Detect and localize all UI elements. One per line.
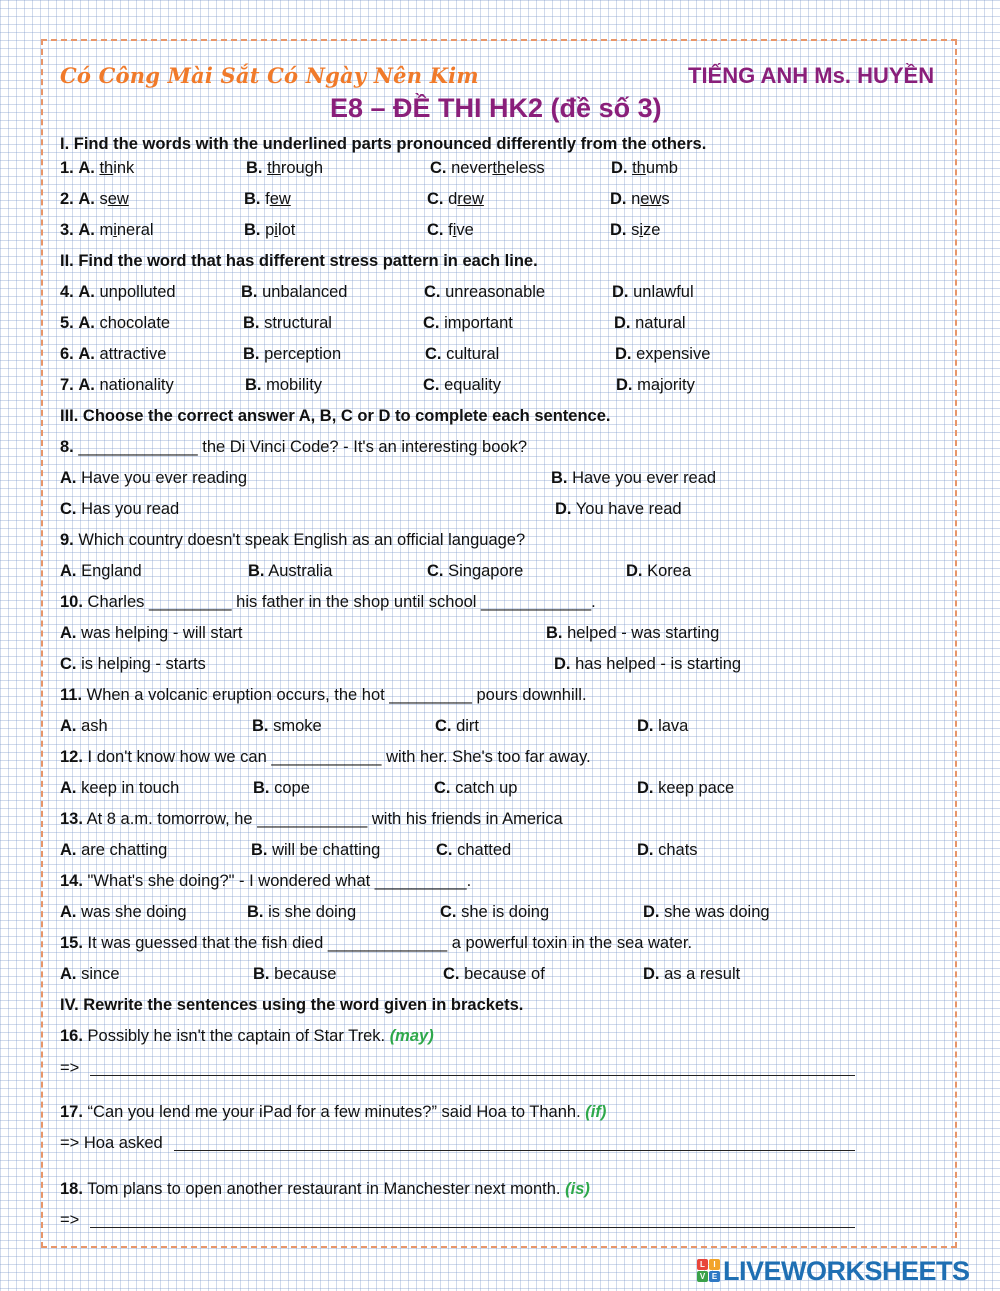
liveworksheets-badge-icon: L I V E xyxy=(697,1259,721,1283)
option-4b[interactable]: B. unbalanced xyxy=(241,283,348,301)
option-14c[interactable]: C. she is doing xyxy=(440,903,550,921)
option-10c[interactable]: C. is helping - starts xyxy=(60,655,206,673)
option-9d[interactable]: D. Korea xyxy=(626,562,692,580)
answer-17-line[interactable] xyxy=(174,1150,855,1151)
hint-may: (may) xyxy=(389,1027,434,1045)
question-17-stem: 17. “Can you lend me your iPad for a few minutes?” said Hoa to Thanh. (if) xyxy=(60,1103,607,1121)
question-2: 2. A. sew xyxy=(60,190,129,208)
option-8d[interactable]: D. You have read xyxy=(555,500,682,518)
option-3d[interactable]: D. size xyxy=(610,221,661,239)
question-12-stem: 12. I don't know how we can ____________ with her. She's too far away. xyxy=(60,748,591,766)
option-13d[interactable]: D. chats xyxy=(637,841,698,859)
option-2d[interactable]: D. news xyxy=(610,190,670,208)
option-11d[interactable]: D. lava xyxy=(637,717,689,735)
page-title: E8 – ĐỀ THI HK2 (đề số 3) xyxy=(330,93,662,123)
page-border xyxy=(41,39,957,1248)
option-1c[interactable]: C. nevertheless xyxy=(430,159,545,177)
option-10a[interactable]: A. was helping - will start xyxy=(60,624,243,642)
hint-is: (is) xyxy=(565,1180,590,1198)
option-11a[interactable]: A. ash xyxy=(60,717,108,735)
option-2c[interactable]: C. drew xyxy=(427,190,484,208)
option-10d[interactable]: D. has helped - is starting xyxy=(554,655,742,673)
answer-18-line[interactable] xyxy=(90,1227,855,1228)
option-15c[interactable]: C. because of xyxy=(443,965,545,983)
option-4d[interactable]: D. unlawful xyxy=(612,283,694,301)
option-9a[interactable]: A. England xyxy=(60,562,142,580)
question-14-stem: 14. "What's she doing?" - I wondered what __________. xyxy=(60,872,472,890)
question-6: 6. A. attractive xyxy=(60,345,167,363)
option-12b[interactable]: B. cope xyxy=(253,779,310,797)
option-3b[interactable]: B. pilot xyxy=(244,221,296,239)
option-12d[interactable]: D. keep pace xyxy=(637,779,735,797)
hint-if: (if) xyxy=(585,1103,607,1121)
question-4: 4. A. unpolluted xyxy=(60,283,176,301)
question-9-stem: 9. Which country doesn't speak English as an official language? xyxy=(60,531,526,549)
option-2b[interactable]: B. few xyxy=(244,190,291,208)
option-6b[interactable]: B. perception xyxy=(243,345,342,363)
option-8c[interactable]: C. Has you read xyxy=(60,500,180,518)
option-14b[interactable]: B. is she doing xyxy=(247,903,357,921)
option-7d[interactable]: D. majority xyxy=(616,376,695,394)
question-13-stem: 13. At 8 a.m. tomorrow, he ____________ with his friends in America xyxy=(60,810,563,828)
option-13c[interactable]: C. chatted xyxy=(436,841,512,859)
option-3c[interactable]: C. five xyxy=(427,221,474,239)
motto: Có Công Mài Sắt Có Ngày Nên Kim xyxy=(60,63,479,88)
section-4-heading: IV. Rewrite the sentences using the word given in brackets. xyxy=(60,996,524,1014)
option-14a[interactable]: A. was she doing xyxy=(60,903,187,921)
question-15-stem: 15. It was guessed that the fish died _____________ a powerful toxin in the sea water. xyxy=(60,934,693,952)
option-8a[interactable]: A. Have you ever reading xyxy=(60,469,248,487)
question-8-stem: 8. _____________ the Di Vinci Code? - It's an interesting book? xyxy=(60,438,528,456)
section-2-heading: II. Find the word that has different stress pattern in each line. xyxy=(60,252,538,270)
option-12a[interactable]: A. keep in touch xyxy=(60,779,180,797)
option-10b[interactable]: B. helped - was starting xyxy=(546,624,720,642)
option-6c[interactable]: C. cultural xyxy=(425,345,500,363)
answer-18-prefix: => xyxy=(60,1211,80,1229)
answer-16-line[interactable] xyxy=(90,1075,855,1076)
question-5: 5. A. chocolate xyxy=(60,314,171,332)
option-9c[interactable]: C. Singapore xyxy=(427,562,524,580)
question-1: 1. A. think xyxy=(60,159,135,177)
option-5d[interactable]: D. natural xyxy=(614,314,686,332)
section-3-heading: III. Choose the correct answer A, B, C or D to complete each sentence. xyxy=(60,407,611,425)
option-11b[interactable]: B. smoke xyxy=(252,717,322,735)
option-15b[interactable]: B. because xyxy=(253,965,337,983)
option-1d[interactable]: D. thumb xyxy=(611,159,678,177)
liveworksheets-text: LIVEWORKSHEETS xyxy=(723,1256,970,1286)
option-15d[interactable]: D. as a result xyxy=(643,965,741,983)
option-14d[interactable]: D. she was doing xyxy=(643,903,770,921)
section-1-heading: I. Find the words with the underlined parts pronounced differently from the others. xyxy=(60,135,707,153)
option-1b[interactable]: B. through xyxy=(246,159,324,177)
teacher-label: TIẾNG ANH Ms. HUYỀN xyxy=(688,63,935,88)
option-12c[interactable]: C. catch up xyxy=(434,779,518,797)
question-18-stem: 18. Tom plans to open another restaurant in Manchester next month. (is) xyxy=(60,1180,590,1198)
option-6d[interactable]: D. expensive xyxy=(615,345,711,363)
option-9b[interactable]: B. Australia xyxy=(248,562,333,580)
option-8b[interactable]: B. Have you ever read xyxy=(551,469,717,487)
option-7c[interactable]: C. equality xyxy=(423,376,501,394)
question-3: 3. A. mineral xyxy=(60,221,154,239)
option-11c[interactable]: C. dirt xyxy=(435,717,480,735)
option-4c[interactable]: C. unreasonable xyxy=(424,283,546,301)
option-15a[interactable]: A. since xyxy=(60,965,120,983)
answer-17-prefix: => Hoa asked xyxy=(60,1134,163,1152)
question-16-stem: 16. Possibly he isn't the captain of Star Trek. (may) xyxy=(60,1027,434,1045)
question-11-stem: 11. When a volcanic eruption occurs, the hot _________ pours downhill. xyxy=(60,686,587,704)
option-5b[interactable]: B. structural xyxy=(243,314,332,332)
option-7b[interactable]: B. mobility xyxy=(245,376,323,394)
question-10-stem: 10. Charles _________ his father in the shop until school ____________. xyxy=(60,593,596,611)
option-13a[interactable]: A. are chatting xyxy=(60,841,168,859)
question-7: 7. A. nationality xyxy=(60,376,174,394)
option-13b[interactable]: B. will be chatting xyxy=(251,841,381,859)
option-5c[interactable]: C. important xyxy=(423,314,513,332)
answer-16-prefix: => xyxy=(60,1059,80,1077)
